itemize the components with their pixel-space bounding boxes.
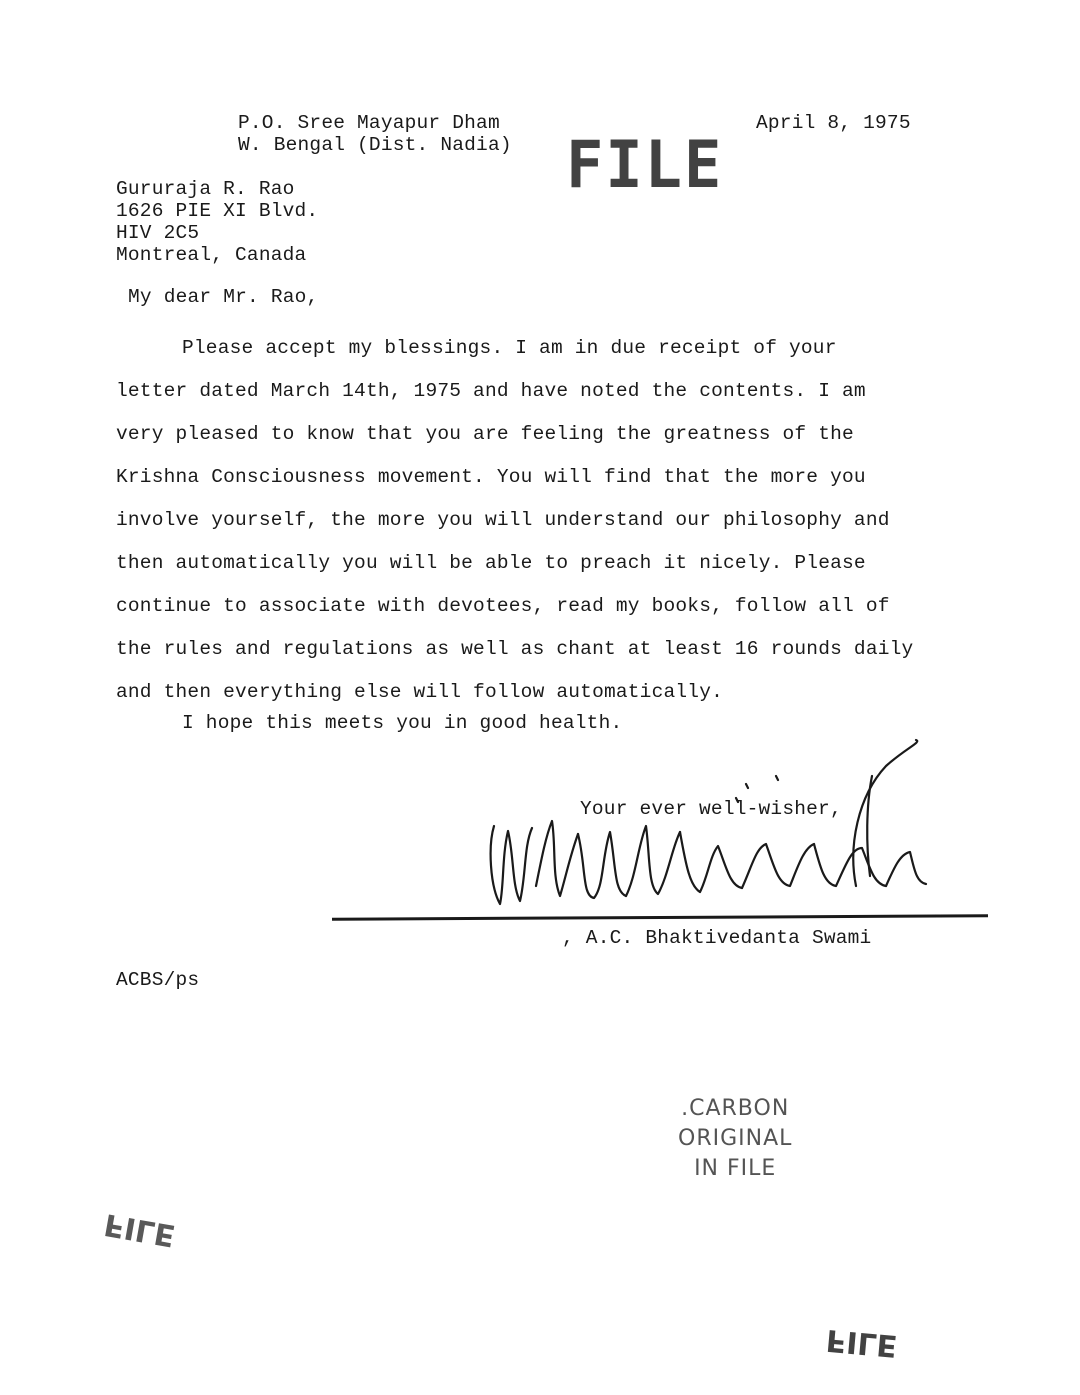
recipient-postal: HIV 2C5 xyxy=(116,222,200,244)
recipient-name: Gururaja R. Rao xyxy=(116,178,295,200)
file-stamp-bottom-left: FILE xyxy=(101,1206,178,1253)
carbon-stamp xyxy=(678,1094,792,1184)
carbon-stamp-line-3: IN FILE xyxy=(694,1156,777,1181)
sender-line-1: P.O. Sree Mayapur Dham xyxy=(238,112,500,134)
body-line: letter dated March 14th, 1975 and have noted the contents. I am xyxy=(116,380,866,402)
sender-address xyxy=(238,112,512,156)
body-line: Please accept my blessings. I am in due receipt of your xyxy=(182,337,837,359)
file-stamp-top: FILE xyxy=(566,126,724,203)
carbon-stamp-line-1: .CARBON xyxy=(681,1096,790,1121)
file-stamp-bottom-right: FILE xyxy=(824,1321,899,1364)
body-line: then automatically you will be able to preach it nicely. Please xyxy=(116,552,866,574)
body-line: Krishna Consciousness movement. You will find that the more you xyxy=(116,466,866,488)
handwritten-signature xyxy=(486,736,936,916)
closing-line: I hope this meets you in good health. xyxy=(182,712,623,734)
sender-line-2: W. Bengal (Dist. Nadia) xyxy=(238,134,512,156)
letter-body xyxy=(116,327,996,714)
recipient-city: Montreal, Canada xyxy=(116,244,307,266)
signatory-name: , A.C. Bhaktivedanta Swami xyxy=(562,927,872,949)
valediction: Your ever well-wisher, xyxy=(580,798,842,820)
recipient-address xyxy=(116,178,318,266)
carbon-stamp-line-2: ORIGINAL xyxy=(678,1126,793,1151)
body-line: continue to associate with devotees, read my books, follow all of xyxy=(116,595,890,617)
letter-date: April 8, 1975 xyxy=(756,112,911,134)
body-line: very pleased to know that you are feeling the greatness of the xyxy=(116,423,854,445)
body-line: involve yourself, the more you will understand our philosophy and xyxy=(116,509,890,531)
recipient-street: 1626 PIE XI Blvd. xyxy=(116,200,319,222)
body-line: the rules and regulations as well as chant at least 16 rounds daily xyxy=(116,638,914,660)
salutation: My dear Mr. Rao, xyxy=(128,286,319,308)
signature-line xyxy=(332,914,988,920)
body-line: and then everything else will follow automatically. xyxy=(116,681,723,703)
reference-initials: ACBS/ps xyxy=(116,969,200,991)
